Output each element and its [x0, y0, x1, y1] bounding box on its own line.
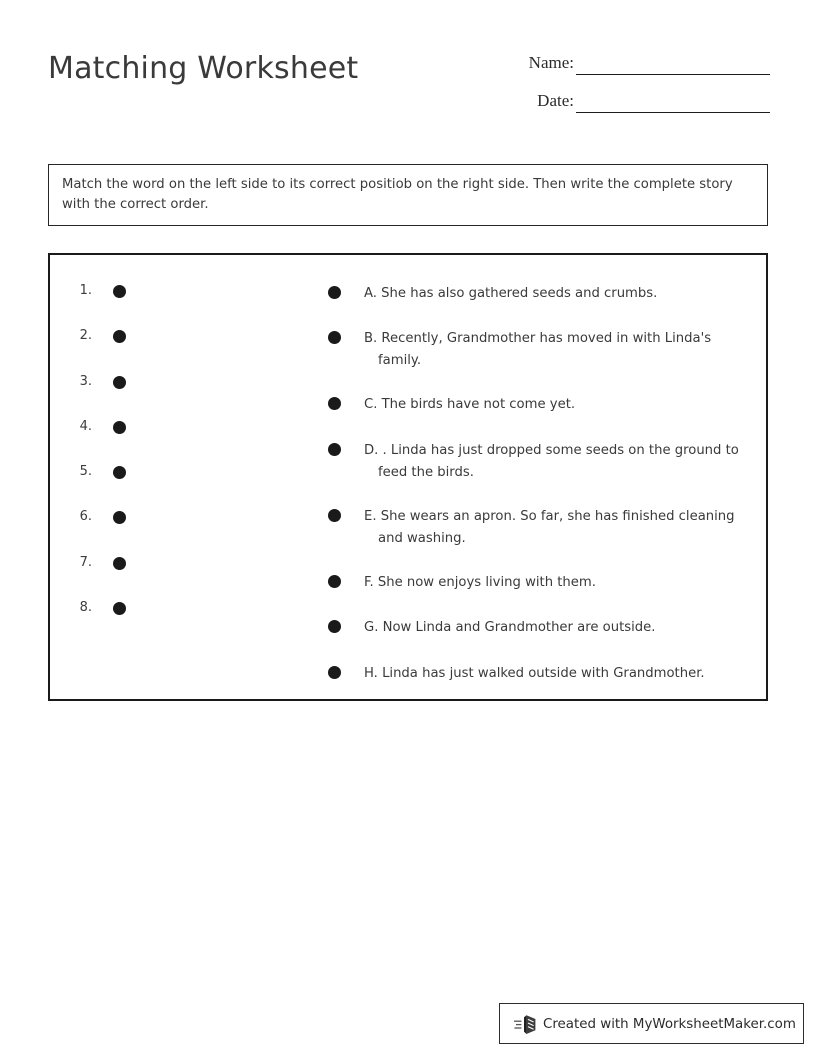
matching-exercise-box	[48, 253, 768, 701]
left-numbered-column	[50, 255, 280, 699]
right-match-dot[interactable]	[328, 397, 341, 410]
left-match-dot[interactable]	[113, 511, 126, 524]
pencil-writing-logo-icon	[513, 1014, 539, 1035]
right-match-dot[interactable]	[328, 620, 341, 633]
name-field-label: Name:	[528, 53, 574, 72]
footer-attribution-text: Created with MyWorksheetMaker.com	[543, 1017, 796, 1032]
instruction-text: Match the word on the left side to its correct positiob on the right side. Then write the complete story with the correct order.	[62, 177, 733, 212]
right-match-dot[interactable]	[328, 666, 341, 679]
left-match-item[interactable]	[50, 555, 280, 571]
instruction-box	[48, 164, 768, 226]
right-match-dot[interactable]	[328, 286, 341, 299]
left-match-dot[interactable]	[113, 466, 126, 479]
page-title: Matching Worksheet	[48, 51, 359, 86]
right-match-dot[interactable]	[328, 509, 341, 522]
right-item-text: A. She has also gathered seeds and crumbs.	[364, 286, 658, 301]
right-item-text: E. She wears an apron. So far, she has finished cleaning and washing.	[364, 509, 735, 546]
left-item-number: 4.	[79, 419, 92, 434]
left-match-item[interactable]	[50, 328, 280, 344]
left-match-dot[interactable]	[113, 376, 126, 389]
right-match-dot[interactable]	[328, 331, 341, 344]
left-match-item[interactable]	[50, 374, 280, 390]
right-item-text: F. She now enjoys living with them.	[364, 575, 596, 590]
name-date-block	[500, 50, 770, 126]
left-item-number: 3.	[79, 374, 92, 389]
date-field-row	[500, 88, 770, 126]
right-item-text: H. Linda has just walked outside with Grandmother.	[364, 666, 705, 681]
left-item-number: 1.	[79, 283, 92, 298]
footer-attribution-badge	[499, 1003, 804, 1044]
left-item-number: 6.	[79, 509, 92, 524]
left-match-dot[interactable]	[113, 285, 126, 298]
right-item-text: D. . Linda has just dropped some seeds on the ground to feed the birds.	[364, 443, 739, 480]
left-match-item[interactable]	[50, 419, 280, 435]
left-match-dot[interactable]	[113, 330, 126, 343]
right-match-dot[interactable]	[328, 443, 341, 456]
left-match-item[interactable]	[50, 464, 280, 480]
left-match-dot[interactable]	[113, 602, 126, 615]
left-match-item[interactable]	[50, 509, 280, 525]
right-match-dot[interactable]	[328, 575, 341, 588]
left-match-dot[interactable]	[113, 557, 126, 570]
date-field-label: Date:	[537, 91, 574, 110]
right-lettered-column	[322, 255, 758, 699]
left-match-item[interactable]	[50, 283, 280, 299]
name-field-input-line[interactable]	[576, 74, 770, 75]
name-field-row	[500, 50, 770, 88]
left-item-number: 2.	[79, 328, 92, 343]
date-field-input-line[interactable]	[576, 112, 770, 113]
left-item-number: 7.	[79, 555, 92, 570]
left-item-number: 8.	[79, 600, 92, 615]
left-item-number: 5.	[79, 464, 92, 479]
right-item-text: C. The birds have not come yet.	[364, 397, 576, 412]
left-match-item[interactable]	[50, 600, 280, 616]
right-item-text: B. Recently, Grandmother has moved in with Linda's family.	[364, 331, 712, 368]
right-item-text: G. Now Linda and Grandmother are outside.	[364, 620, 656, 635]
left-match-dot[interactable]	[113, 421, 126, 434]
